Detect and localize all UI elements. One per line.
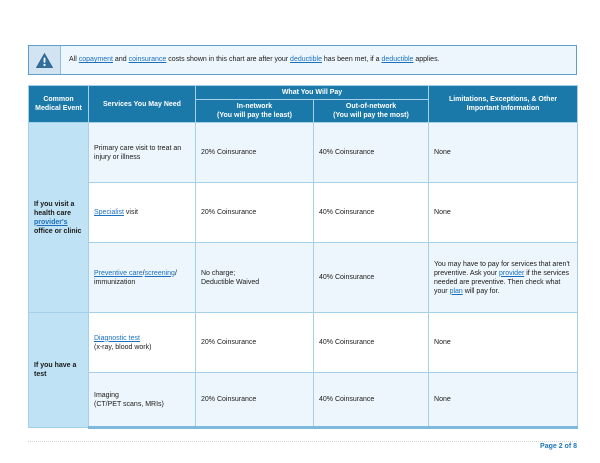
cell-in-network: 20% Coinsurance: [196, 373, 314, 428]
screening-link[interactable]: screening: [144, 269, 175, 277]
header-out-of-network: [314, 100, 429, 123]
header-what-you-will-pay: What You Will Pay: [196, 86, 429, 100]
section-cell-test: [29, 313, 89, 428]
service-text: (x-ray, blood work): [94, 343, 152, 351]
cell-service: [89, 183, 196, 243]
page-number: Page 2 of 8: [540, 443, 577, 450]
warning-icon-box: [29, 46, 61, 74]
cell-out-of-network: 40% Coinsurance: [314, 313, 429, 373]
table-row: [29, 183, 578, 243]
preventive-care-link[interactable]: Preventive care: [94, 269, 143, 277]
providers-link[interactable]: provider's: [34, 218, 68, 226]
header-in-network-sub: (You will pay the least): [217, 112, 292, 120]
header-in-network-label: In-network: [236, 103, 273, 111]
notice-text: [61, 46, 576, 74]
notice-seg: applies.: [413, 56, 440, 64]
section-label: If you visit a health care: [34, 200, 75, 217]
cell-limitations: None: [429, 373, 578, 428]
table-row: [29, 373, 578, 428]
deductible-link[interactable]: deductible: [290, 56, 322, 64]
limitations-text: will pay for.: [462, 287, 500, 295]
cell-service: Primary care visit to treat an injury or illness: [89, 123, 196, 183]
cell-limitations: None: [429, 183, 578, 243]
cell-in-network: No charge; Deductible Waived: [196, 243, 314, 313]
table-row: [29, 123, 578, 183]
cell-out-of-network: 40% Coinsurance: [314, 243, 429, 313]
cell-out-of-network: 40% Coinsurance: [314, 123, 429, 183]
service-text: visit: [123, 209, 138, 217]
table-row: [29, 313, 578, 373]
specialist-link[interactable]: Specialist: [94, 209, 124, 217]
cell-limitations: None: [429, 313, 578, 373]
copayment-link[interactable]: copayment: [78, 56, 113, 64]
header-in-network: [196, 100, 314, 123]
service-text: /: [142, 269, 145, 277]
service-text: immunization: [94, 278, 136, 286]
header-out-of-network-label: Out-of-network: [345, 103, 397, 111]
cell-service: [89, 313, 196, 373]
coinsurance-link[interactable]: coinsurance: [128, 56, 167, 64]
cell-service: [89, 243, 196, 313]
cell-in-network: 20% Coinsurance: [196, 123, 314, 183]
provider-link[interactable]: provider: [499, 269, 525, 277]
plan-link[interactable]: plan: [449, 287, 463, 295]
cell-limitations: None: [429, 123, 578, 183]
notice-seg: All: [69, 56, 79, 64]
diagnostic-test-link[interactable]: Diagnostic test: [94, 334, 140, 342]
service-text: /: [174, 269, 177, 277]
header-common-medical-event: Common Medical Event: [29, 86, 89, 123]
section-label: office or clinic: [34, 227, 82, 235]
cell-out-of-network: 40% Coinsurance: [314, 183, 429, 243]
section-label: If you have a test: [34, 362, 77, 379]
footer-divider: [28, 441, 577, 442]
notice-seg: costs shown in this chart are after your: [166, 56, 291, 64]
cell-service: Imaging (CT/PET scans, MRIs): [89, 373, 196, 428]
header-limitations-exceptions: Limitations, Exceptions, & Other Important Information: [429, 86, 578, 123]
warning-icon: [36, 53, 53, 68]
cell-in-network: 20% Coinsurance: [196, 183, 314, 243]
header-out-of-network-sub: (You will pay the most): [333, 112, 409, 120]
header-services-you-may-need: Services You May Need: [89, 86, 196, 123]
deductible-link[interactable]: deductible: [381, 56, 414, 64]
notice-seg: and: [112, 56, 129, 64]
table-row: [29, 243, 578, 313]
cell-limitations: [429, 243, 578, 313]
limitations-text: You may have to pay for services that aren't preventive. Ask your: [434, 260, 570, 277]
section-cell-office-visit: [29, 123, 89, 313]
notice-seg: has been met, if a: [321, 56, 382, 64]
limitations-text: if the services needed are preventive. Then check what your: [434, 269, 570, 295]
cell-in-network: 20% Coinsurance: [196, 313, 314, 373]
cell-out-of-network: 40% Coinsurance: [314, 373, 429, 428]
notice-banner: [28, 45, 577, 75]
benefits-table: [28, 85, 578, 429]
table-header: [29, 86, 578, 123]
